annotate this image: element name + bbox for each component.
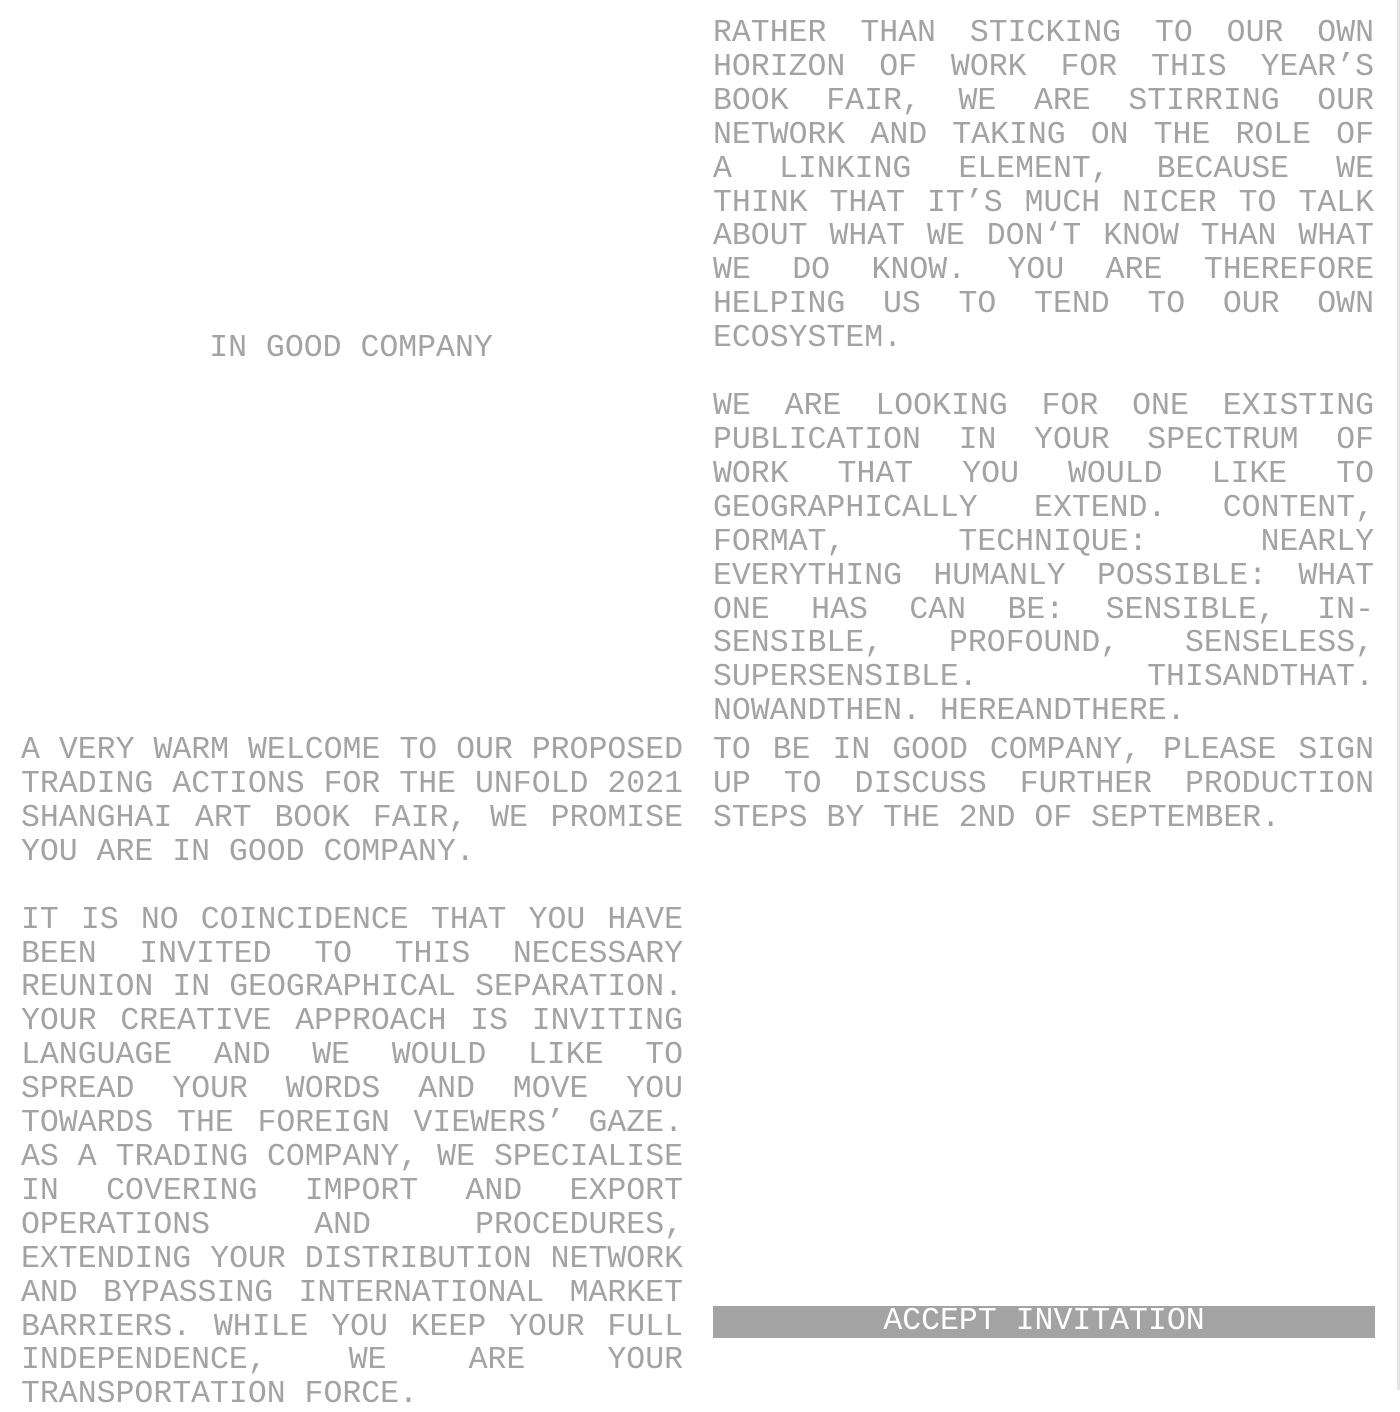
page-title: IN GOOD COMPANY [209, 331, 493, 366]
accept-invitation-button[interactable]: ACCEPT INVITATION [713, 1306, 1375, 1338]
intro-paragraph-2: WE ARE LOOKING FOR ONE EXISTING PUBLICATION IN YOUR SPECTRUM OF WORK THAT YOU WOULD LIKE TO GEOGRAPHICALLY EXTEND. CONTENT, FORMAT, TECHNIQUE: NEARLY EVERYTHING HUMANLY POSSIBLE: WHAT ONE HAS CAN BE: SENSIBLE, INSENSIBLE, PROFOUND, SENSELESS, SUPERSENSIBLE. THISANDTHAT. NOWANDTHEN. HEREANDTHERE. [713, 389, 1374, 730]
welcome-paragraph-1: A VERY WARM WELCOME TO OUR PROPOSED TRADING ACTIONS FOR THE UNFOLD 2021 SHANGHAI ART BOOK FAIR, WE PROMISE YOU ARE IN GOOD COMPANY. [21, 733, 683, 870]
signup-text-block [713, 734, 1374, 836]
welcome-text-block [21, 734, 683, 1412]
intro-text-block [713, 17, 1374, 729]
intro-paragraph-1: RATHER THAN STICKING TO OUR OWN HORIZON OF WORK FOR THIS YEAR’S BOOK FAIR, WE ARE STIRRING OUR NETWORK AND TAKING ON THE ROLE OF A LINKING ELEMENT, BECAUSE WE THINK THAT IT’S MUCH NICER TO TALK ABOUT WHAT WE DON‘T KNOW THAN WHAT WE DO KNOW. YOU ARE THEREFORE HELPING US TO TEND TO OUR OWN ECOSYSTEM. [713, 16, 1374, 357]
welcome-paragraph-2: IT IS NO COINCIDENCE THAT YOU HAVE BEEN INVITED TO THIS NECESSARY REUNION IN GEOGRAPHICAL SEPARATION. YOUR CREATIVE APPROACH IS INVITING LANGUAGE AND WE WOULD LIKE TO SPREAD YOUR WORDS AND MOVE YOU TOWARDS THE FOREIGN VIEWERS’ GAZE. AS A TRADING COMPANY, WE SPECIALISE IN COVERING IMPORT AND EXPORT OPERATIONS AND PROCEDURES, EXTENDING YOUR DISTRIBUTION NETWORK AND BYPASSING INTERNATIONAL MARKET BARRIERS. WHILE YOU KEEP YOUR FULL INDEPENDENCE, WE ARE YOUR TRANSPORTATION FORCE. [21, 902, 683, 1412]
signup-paragraph: TO BE IN GOOD COMPANY, PLEASE SIGN UP TO DISCUSS FURTHER PRODUCTION STEPS BY THE 2ND OF SEPTEMBER. [713, 733, 1374, 836]
